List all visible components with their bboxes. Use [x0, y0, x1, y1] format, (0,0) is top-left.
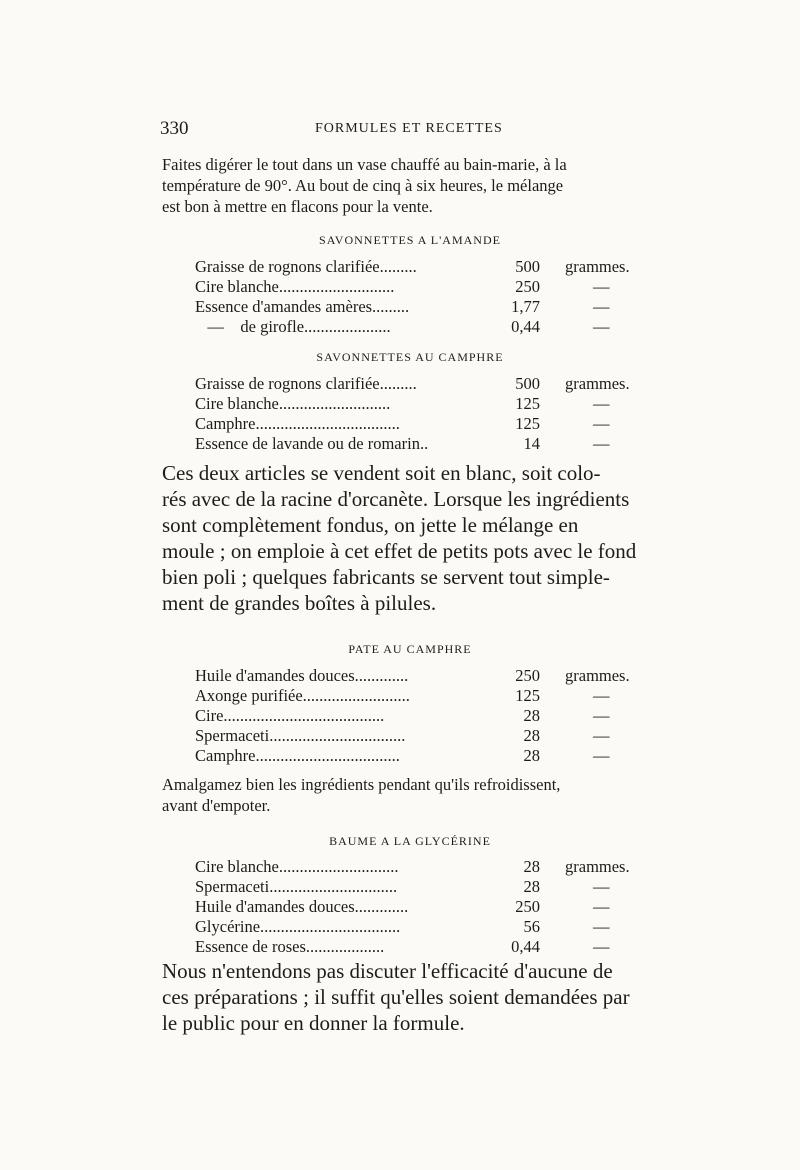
ingredient-unit: grammes. — [565, 666, 630, 685]
text-line: Faites digérer le tout dans un vase chauffé au bain-marie, à la — [162, 155, 567, 174]
ingredient-unit: — — [593, 897, 610, 916]
text-line: avant d'empoter. — [162, 796, 271, 815]
recipe-row — [195, 317, 665, 337]
text-line: bien poli ; quelques fabricants se servent tout simple- — [162, 565, 610, 589]
recipe-row — [195, 277, 665, 297]
ingredient-name: — de girofle..................... — [195, 317, 391, 336]
text-line: rés avec de la racine d'orcanète. Lorsque les ingrédients — [162, 487, 630, 511]
ingredient-unit: grammes. — [565, 374, 630, 393]
recipe-row — [195, 297, 665, 317]
ingredient-unit: grammes. — [565, 857, 630, 876]
section-title-pate-camphre: PATE AU CAMPHRE — [348, 642, 472, 656]
ingredient-quantity: 14 — [523, 434, 540, 453]
text-line: ment de grandes boîtes à pilules. — [162, 591, 437, 615]
text-line: température de 90°. Au bout de cinq à six heures, le mélange — [162, 176, 564, 195]
ingredient-unit: — — [593, 726, 610, 745]
recipe-row — [195, 257, 665, 277]
ingredient-name: Axonge purifiée.......................... — [195, 686, 410, 705]
ingredient-unit: — — [593, 297, 610, 316]
ingredient-name: Camphre................................... — [195, 414, 400, 433]
page-number: 330 — [160, 118, 189, 139]
ingredient-quantity: 250 — [515, 897, 540, 916]
paragraph-conclusion — [162, 958, 682, 1036]
recipe-row — [195, 877, 665, 897]
ingredient-unit: — — [593, 394, 610, 413]
recipe-row — [195, 666, 665, 686]
ingredient-quantity: 250 — [515, 666, 540, 685]
recipe-row — [195, 394, 665, 414]
ingredient-unit: — — [593, 937, 610, 956]
ingredient-quantity: 0,44 — [511, 317, 540, 336]
ingredient-name: Graisse de rognons clarifiée......... — [195, 374, 417, 393]
page-header — [160, 118, 660, 144]
paragraph-articles — [162, 460, 682, 616]
ingredient-quantity: 56 — [523, 917, 540, 936]
text-line: sont complètement fondus, on jette le mélange en — [162, 513, 579, 537]
ingredient-unit: — — [593, 746, 610, 765]
ingredient-quantity: 1,77 — [511, 297, 540, 316]
ingredient-unit: — — [593, 686, 610, 705]
section-title-savonnettes-amande: SAVONNETTES A L'AMANDE — [319, 233, 501, 247]
ingredient-name: Essence d'amandes amères......... — [195, 297, 410, 316]
recipe-table-pate-camphre — [195, 666, 665, 766]
ingredient-name: Cire blanche............................ — [195, 277, 395, 296]
recipe-table-savonnettes-amande — [195, 257, 665, 337]
recipe-row — [195, 857, 665, 877]
ingredient-quantity: 250 — [515, 277, 540, 296]
ingredient-name: Cire blanche............................. — [195, 857, 399, 876]
ingredient-quantity: 28 — [523, 746, 540, 765]
running-title: FORMULES ET RECETTES — [315, 121, 503, 136]
recipe-row — [195, 706, 665, 726]
ingredient-unit: grammes. — [565, 257, 630, 276]
ingredient-quantity: 125 — [515, 414, 540, 433]
ingredient-name: Spermaceti................................. — [195, 726, 406, 745]
intro-paragraph — [162, 154, 682, 217]
ingredient-name: Essence de lavande ou de romarin.. — [195, 434, 429, 453]
recipe-row — [195, 746, 665, 766]
ingredient-quantity: 500 — [515, 257, 540, 276]
ingredient-quantity: 0,44 — [511, 937, 540, 956]
ingredient-name: Glycérine.................................. — [195, 917, 401, 936]
ingredient-name: Cire blanche........................... — [195, 394, 391, 413]
ingredient-name: Cire....................................... — [195, 706, 385, 725]
ingredient-name: Spermaceti............................... — [195, 877, 398, 896]
ingredient-unit: — — [593, 414, 610, 433]
ingredient-quantity: 28 — [523, 877, 540, 896]
recipe-row — [195, 434, 665, 454]
ingredient-name: Huile d'amandes douces............. — [195, 897, 409, 916]
ingredient-quantity: 28 — [523, 857, 540, 876]
ingredient-unit: — — [593, 277, 610, 296]
recipe-row — [195, 726, 665, 746]
recipe-table-savonnettes-camphre — [195, 374, 665, 454]
ingredient-unit: — — [593, 877, 610, 896]
text-line: Ces deux articles se vendent soit en blanc, soit colo- — [162, 461, 601, 485]
text-line: Nous n'entendons pas discuter l'efficacité d'aucune de — [162, 959, 613, 983]
ingredient-quantity: 28 — [523, 726, 540, 745]
text-line: est bon à mettre en flacons pour la vente. — [162, 197, 433, 216]
ingredient-quantity: 500 — [515, 374, 540, 393]
recipe-row — [195, 686, 665, 706]
recipe-row — [195, 937, 665, 957]
text-line: le public pour en donner la formule. — [162, 1011, 465, 1035]
recipe-row — [195, 897, 665, 917]
section-title-savonnettes-camphre: SAVONNETTES AU CAMPHRE — [316, 350, 504, 364]
section-title-baume-glycerine: BAUME A LA GLYCÉRINE — [329, 834, 491, 848]
recipe-row — [195, 917, 665, 937]
recipe-table-baume-glycerine — [195, 857, 665, 957]
text-line: moule ; on emploie à cet effet de petits pots avec le fond — [162, 539, 637, 563]
ingredient-name: Huile d'amandes douces............. — [195, 666, 409, 685]
paragraph-amalgamez — [162, 774, 682, 816]
ingredient-name: Essence de roses................... — [195, 937, 385, 956]
ingredient-unit: — — [593, 434, 610, 453]
ingredient-name: Graisse de rognons clarifiée......... — [195, 257, 417, 276]
ingredient-unit: — — [593, 317, 610, 336]
text-line: ces préparations ; il suffit qu'elles soient demandées par — [162, 985, 630, 1009]
ingredient-unit: — — [593, 706, 610, 725]
recipe-row — [195, 414, 665, 434]
recipe-row — [195, 374, 665, 394]
ingredient-quantity: 125 — [515, 394, 540, 413]
text-line: Amalgamez bien les ingrédients pendant qu'ils refroidissent, — [162, 775, 561, 794]
ingredient-unit: — — [593, 917, 610, 936]
ingredient-quantity: 28 — [523, 706, 540, 725]
ingredient-quantity: 125 — [515, 686, 540, 705]
ingredient-name: Camphre................................... — [195, 746, 400, 765]
